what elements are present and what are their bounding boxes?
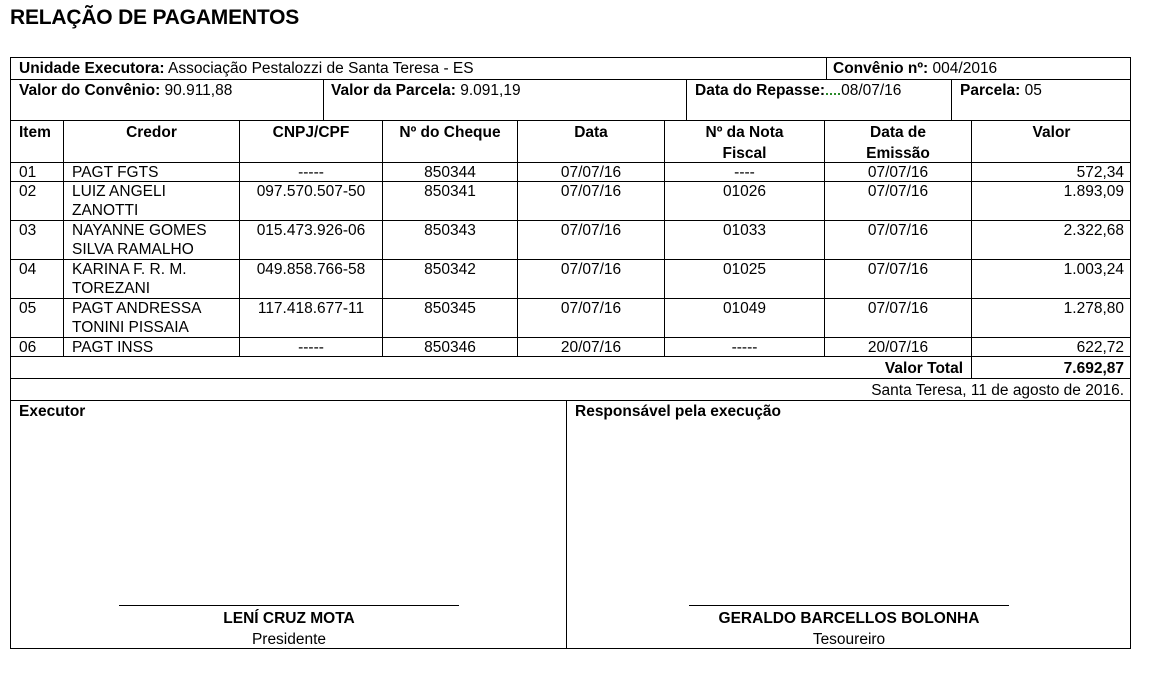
unidade-value: Associação Pestalozzi de Santa Teresa - ES [168, 60, 474, 77]
table-row-nota: ----- [731, 339, 758, 356]
convenio-label: Convênio nº: [833, 60, 929, 77]
table-row-nota: 01049 [722, 300, 767, 317]
table-row-nota: 01025 [722, 261, 767, 278]
total-value: 7.692,87 [1063, 360, 1124, 377]
executor-label: Executor [19, 403, 86, 420]
table-row-nota: 01033 [722, 222, 767, 239]
valor-parcela-value: 9.091,19 [460, 82, 521, 99]
table-row-valor: 572,34 [1076, 164, 1124, 181]
table-row-nota: 01026 [722, 183, 767, 200]
col-valor: Valor [1032, 124, 1071, 141]
table-row-credor: PAGT INSS [72, 339, 154, 356]
table-row-nota: ---- [734, 164, 755, 181]
parcela [960, 81, 1042, 100]
table-row-data: 07/07/16 [560, 300, 622, 317]
executor-name: LENÍ CRUZ MOTA [223, 610, 355, 627]
table-row-cheque: 850343 [424, 222, 476, 239]
table-row-cheque: 850341 [424, 183, 476, 200]
table-row-data: 07/07/16 [560, 261, 622, 278]
table-row-cnpj: 015.473.926-06 [256, 222, 366, 239]
table-row-item: 05 [19, 300, 37, 317]
responsavel-role: Tesoureiro [812, 631, 886, 648]
table-row-cnpj: ----- [298, 339, 324, 356]
convenio-numero [833, 59, 997, 78]
table-row-valor: 1.893,09 [1063, 183, 1124, 200]
table-row-cheque: 850342 [424, 261, 476, 278]
unidade-executora [19, 59, 474, 78]
valor-convenio-label: Valor do Convênio: [19, 82, 161, 99]
table-row-emissao: 07/07/16 [867, 222, 929, 239]
convenio-value: 004/2016 [932, 60, 998, 77]
unidade-label: Unidade Executora: [19, 60, 165, 77]
table-row-data: 07/07/16 [560, 183, 622, 200]
table-row-item: 01 [19, 164, 37, 181]
col-emissao-line2: Emissão [866, 145, 930, 162]
table-row-credor: PAGT FGTS [72, 164, 159, 181]
page-title: RELAÇÃO DE PAGAMENTOS [10, 6, 300, 29]
table-row-cnpj: 117.418.677-11 [257, 300, 365, 317]
col-nota-line1: Nº da Nota [705, 124, 784, 141]
col-data-emissao [825, 123, 971, 163]
divider [10, 120, 1131, 121]
table-row-emissao: 20/07/16 [867, 339, 929, 356]
table-row-data: 20/07/16 [560, 339, 622, 356]
responsavel-label: Responsável pela execução [575, 403, 781, 420]
table-row-data: 07/07/16 [560, 164, 622, 181]
table-row-cnpj: 097.570.507-50 [256, 183, 366, 200]
table-row-emissao: 07/07/16 [867, 164, 929, 181]
local-data: Santa Teresa, 11 de agosto de 2016. [871, 382, 1124, 399]
divider [951, 79, 952, 121]
table-row-item: 06 [19, 339, 37, 356]
parcela-label: Parcela: [960, 82, 1021, 99]
col-nota-line2: Fiscal [722, 145, 767, 162]
table-row-cnpj: ----- [298, 164, 324, 181]
table-row-data: 07/07/16 [560, 222, 622, 239]
divider [686, 79, 687, 121]
table-row-valor: 1.278,80 [1063, 300, 1124, 317]
responsavel-name: GERALDO BARCELLOS BOLONHA [718, 610, 980, 627]
table-row-cheque: 850345 [424, 300, 476, 317]
col-credor: Credor [126, 124, 177, 141]
col-item: Item [19, 124, 51, 141]
parcela-value: 05 [1024, 82, 1042, 99]
divider [323, 79, 324, 121]
table-row-valor: 1.003,24 [1063, 261, 1124, 278]
spellcheck-underline [826, 89, 840, 95]
divider [10, 400, 1131, 401]
valor-parcela-label: Valor da Parcela: [331, 82, 456, 99]
divider [566, 400, 567, 649]
table-row-emissao: 07/07/16 [867, 300, 929, 317]
table-row-credor: KARINA F. R. M. TOREZANI [72, 261, 187, 297]
table-row-cnpj: 049.858.766-58 [256, 261, 366, 278]
divider [63, 120, 64, 357]
col-cheque: Nº do Cheque [399, 124, 501, 141]
executor-role: Presidente [251, 631, 327, 648]
divider [10, 79, 1131, 80]
table-row-cheque: 850346 [424, 339, 476, 356]
valor-convenio-value: 90.911,88 [164, 82, 233, 99]
valor-parcela [331, 81, 521, 100]
data-repasse-label: Data do Repasse: [695, 82, 826, 99]
col-data: Data [574, 124, 608, 141]
data-repasse [695, 81, 901, 100]
data-repasse-value: 08/07/16 [841, 82, 902, 99]
table-row-credor: LUIZ ANGELI ZANOTTI [72, 183, 166, 219]
col-cnpj: CNPJ/CPF [272, 124, 350, 141]
valor-convenio [19, 81, 232, 100]
table-row-credor: PAGT ANDRESSA TONINI PISSAIA [72, 300, 201, 336]
table-row-cheque: 850344 [424, 164, 476, 181]
table-row-emissao: 07/07/16 [867, 183, 929, 200]
table-row-valor: 622,72 [1076, 339, 1124, 356]
col-emissao-line1: Data de [870, 124, 926, 141]
table-row-valor: 2.322,68 [1063, 222, 1124, 239]
total-label: Valor Total [884, 360, 963, 377]
divider [826, 57, 827, 80]
responsavel-signature-line [689, 605, 1009, 606]
divider [10, 378, 1131, 379]
table-row-credor: NAYANNE GOMES SILVA RAMALHO [72, 222, 207, 258]
table-row-emissao: 07/07/16 [867, 261, 929, 278]
table-row-item: 03 [19, 222, 37, 239]
executor-signature-line [119, 605, 459, 606]
table-row-item: 02 [19, 183, 37, 200]
col-nota-fiscal [665, 123, 824, 163]
table-row-item: 04 [19, 261, 37, 278]
